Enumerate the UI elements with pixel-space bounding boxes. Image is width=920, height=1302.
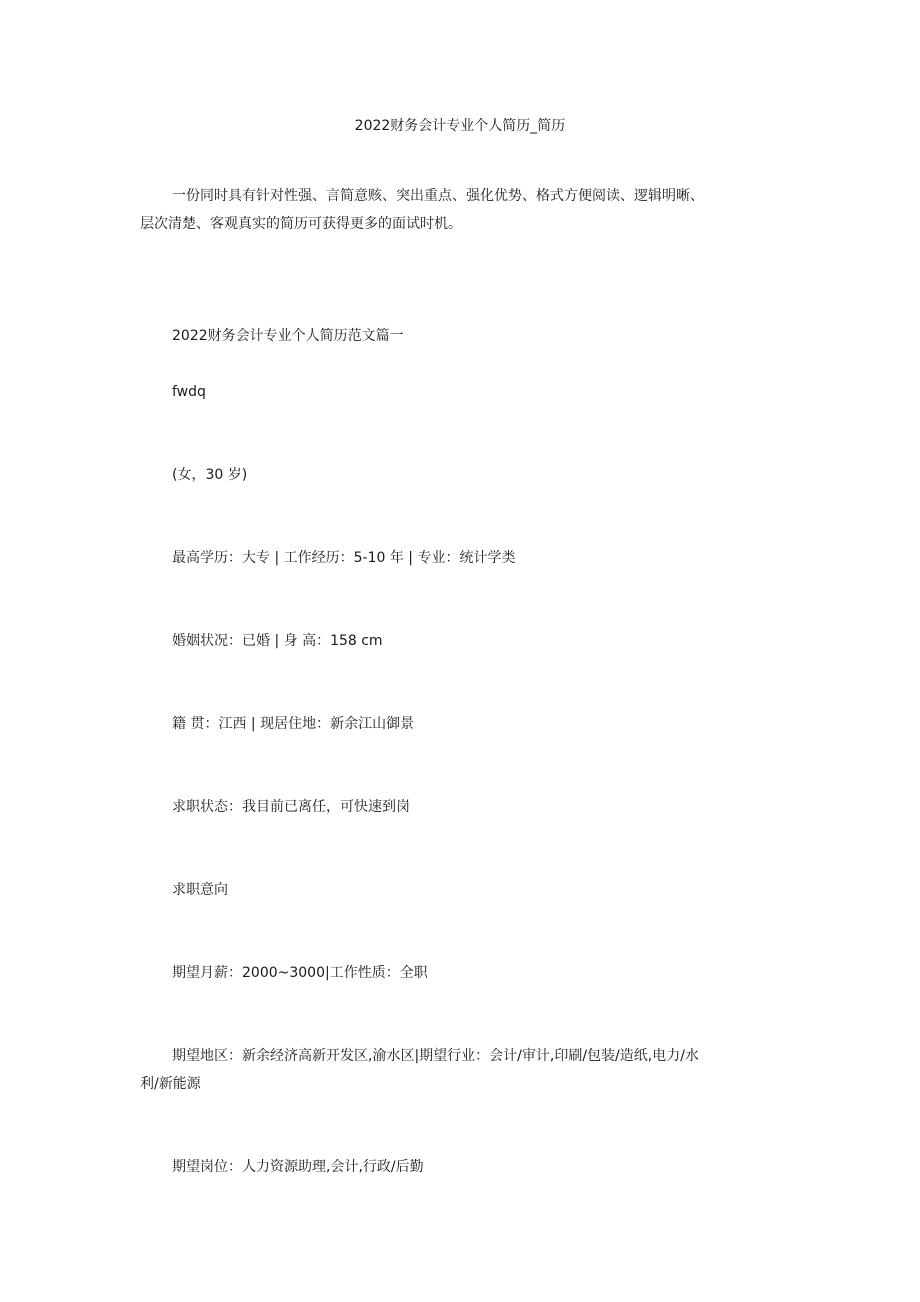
expected-region-line-2: 利/新能源 [140,1076,201,1092]
expected-position-line: 期望岗位：人力资源助理,会计,行政/后勤 [172,1159,424,1175]
job-intention-heading: 求职意向 [172,882,228,898]
job-status-line: 求职状态：我目前已离任，可快速到岗 [172,799,410,815]
candidate-name: fwdq [172,384,206,400]
intro-paragraph-line-2: 层次清楚、客观真实的简历可获得更多的面试时机。 [140,216,462,232]
origin-residence-line: 籍 贯：江西 | 现居住地：新余江山御景 [172,716,415,732]
section-heading: 2022财务会计专业个人简历范文篇一 [172,328,404,344]
document-title: 2022财务会计专业个人简历_简历 [354,118,566,134]
expected-region-line-1: 期望地区：新余经济高新开发区,渝水区|期望行业：会计/审计,印刷/包装/造纸,电力/水 [172,1048,699,1064]
marital-status-line: 婚姻状况：已婚 | 身 高：158 cm [172,633,383,649]
gender-age: (女，30 岁) [172,467,248,483]
intro-paragraph-line-1: 一份同时具有针对性强、言简意赅、突出重点、强化优势、格式方便阅读、逻辑明晰、 [172,188,704,204]
expected-salary-line: 期望月薪：2000~3000|工作性质：全职 [172,965,428,981]
education-line: 最高学历：大专 | 工作经历：5-10 年 | 专业：统计学类 [172,550,516,566]
